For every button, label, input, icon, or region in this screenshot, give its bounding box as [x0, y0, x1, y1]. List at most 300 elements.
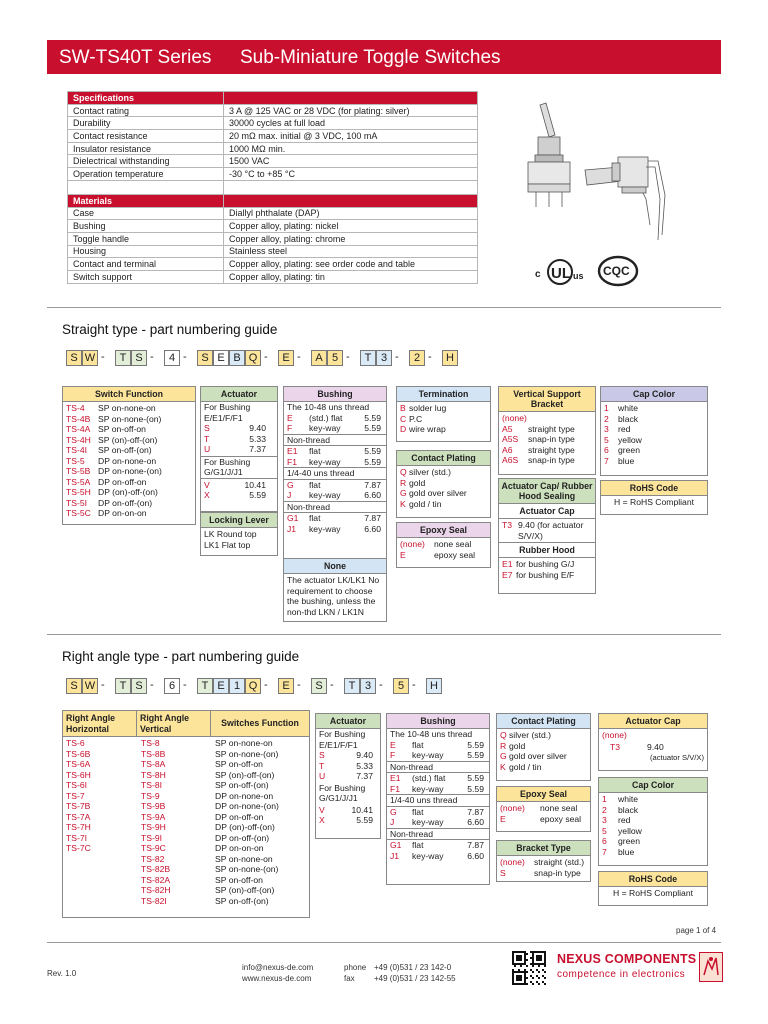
bushing-code: J1 [390, 850, 400, 861]
code-dash: - [379, 679, 383, 691]
right-contact-plating: Contact Plating Q silver (std.) R gold G gold over silver K gold / tin [496, 713, 591, 781]
row-item [502, 434, 592, 445]
bushing-type: flat [412, 739, 424, 750]
vertical-code: TS-9A [141, 811, 166, 822]
row-item [604, 414, 704, 425]
bushing-type: key-way [412, 817, 444, 827]
code-dash: - [101, 679, 105, 691]
horizontal-code: TS-6 [66, 738, 85, 748]
row-text: 9.40 [249, 423, 266, 433]
bushing-code: F [390, 750, 396, 760]
row-item [500, 814, 587, 825]
row-code: (none) [500, 803, 525, 813]
material-label: Switch support [68, 270, 224, 283]
code-box: B [229, 350, 245, 366]
bushing-type: key-way [412, 783, 444, 794]
code-box: E [278, 350, 294, 366]
row-code: TS-5C [66, 508, 91, 518]
row-text: P.C [409, 413, 423, 424]
row-code: 3 [602, 815, 607, 825]
row-item [400, 488, 487, 499]
bushing-code: G [390, 806, 397, 817]
row-item [66, 487, 192, 498]
horizontal-code [66, 854, 141, 865]
function-text: DP on-none-(on) [215, 801, 279, 811]
row-item [502, 424, 592, 435]
bushing-size: 6.60 [364, 523, 381, 534]
row-text: black [618, 804, 639, 815]
row-text: none seal [540, 803, 578, 813]
horizontal-code: TS-6B [66, 748, 91, 759]
function-text: SP on-none-on [215, 738, 273, 748]
straight-termination: Termination B solder lug C P.C D wire wrap [396, 386, 491, 442]
row-code: U [319, 771, 326, 781]
row-code: Q [400, 467, 407, 477]
bushing-row [387, 773, 489, 784]
function-row [66, 843, 306, 854]
row-code: 7 [602, 846, 607, 857]
row-text: DP (on)-off-(on) [98, 487, 158, 497]
row-code: 7 [604, 455, 609, 466]
row-item [602, 836, 704, 847]
vertical-code: TS-82I [141, 895, 167, 906]
horizontal-code [66, 864, 141, 875]
row-item [66, 435, 192, 446]
bushing-type: key-way [309, 523, 341, 534]
row-item [502, 413, 592, 424]
straight-bushing: Bushing The 10-48 uns thread E (std.) flat 5.59 F key-way 5.59 Non-thread E1 flat 5.59 F1 key-way 5.59 1/4-40 uns thread G flat 7.87 J key-way 6.60 Non-thread G1 flat 7.87 J1 key-way 6.60 [283, 386, 387, 561]
row-item [400, 467, 487, 478]
spec-label: Insulator resistance [68, 142, 224, 155]
row-text: white [618, 403, 639, 413]
row-item [604, 456, 704, 467]
spec-section-header-fill [224, 92, 478, 105]
code-box: T [115, 350, 131, 366]
row-item [319, 771, 377, 782]
straight-epoxy-seal: Epoxy Seal (none) none seal E epoxy seal [396, 522, 491, 568]
right-heading: Right angle type - part numbering guide [62, 649, 300, 664]
row-code: S [319, 750, 325, 760]
bushing-size: 5.59 [467, 783, 484, 794]
bushing-row [387, 817, 489, 828]
row-code: TS-5H [66, 487, 91, 497]
row-item [500, 730, 587, 741]
row-item [204, 434, 274, 445]
row-text: DP on-on-on [98, 508, 147, 518]
straight-cap-hood: Actuator Cap/ Rubber Hood Sealing Actuator Cap T3 9.40 (for actuator S/V/X) Rubber Hood E1 for bushing G/J E7 for bushing E/F [498, 478, 596, 594]
bushing-size: 5.59 [467, 739, 484, 750]
row-code: E [400, 549, 406, 560]
function-text: DP on-on-on [215, 843, 264, 853]
row-text: white [618, 794, 639, 804]
spec-section-header: Materials [68, 194, 224, 207]
vertical-code: TS-82B [141, 864, 171, 874]
bushing-row [284, 457, 386, 468]
bushing-size: 5.59 [364, 412, 381, 423]
bushing-code: F1 [390, 783, 401, 794]
vertical-code: TS-9 [141, 790, 160, 801]
row-text: gold [409, 477, 426, 488]
row-text: silver (std.) [509, 730, 552, 740]
function-text: DP on-off-on [215, 811, 264, 822]
code-box: T [115, 678, 131, 694]
bushing-size: 7.87 [467, 806, 484, 817]
row-code: A5 [502, 423, 513, 434]
spec-value: 30000 cycles at full load [224, 117, 478, 130]
phone-label: phone [344, 963, 367, 972]
row-code: TS-4B [66, 413, 91, 424]
code-box: S [66, 678, 82, 694]
code-dash: - [183, 351, 187, 363]
bushing-size: 6.60 [467, 817, 484, 827]
bushing-size: 6.60 [364, 490, 381, 500]
bushing-code: F [287, 423, 293, 433]
row-text: green [618, 836, 640, 846]
spec-value: 1000 MΩ min. [224, 142, 478, 155]
row-code: TS-5A [66, 476, 91, 487]
row-code: TS-4A [66, 424, 91, 434]
horizontal-code: TS-7I [66, 832, 88, 843]
row-text: 10.41 [351, 804, 373, 815]
row-text: 7.37 [356, 771, 373, 781]
row-code: T [319, 760, 325, 771]
row-text: 9.40 [356, 750, 373, 760]
row-item [400, 478, 487, 489]
row-text: snap-in type [528, 434, 575, 444]
code-box: T [360, 350, 376, 366]
bushing-row [284, 446, 386, 457]
horizontal-code: TS-6H [66, 769, 91, 780]
straight-switch-function: Switch Function TS-4 SP on-none-on TS-4B SP on-none-(on) TS-4A SP on-off-on TS-4H SP (on)-off-(on) TS-4I SP on-off-(on) TS-5 DP on-none-on TS-5B DP on-none-(on) TS-5A DP on-off-on TS-5H DP (on)-off-(on) TS-5I DP on-off-(on) TS-5C DP on-on-on [62, 386, 196, 525]
row-text: epoxy seal [434, 549, 476, 560]
row-item [66, 466, 192, 477]
material-value: Copper alloy, plating: see order code and table [224, 258, 478, 271]
straight-locking-lever: Locking Lever LK Round top LK1 Flat top [200, 512, 278, 556]
row-text: wire wrap [409, 424, 446, 434]
row-item [400, 424, 487, 435]
brand-name: NEXUS COMPONENTS [557, 952, 697, 966]
function-text: SP on-none-on [215, 853, 273, 864]
bushing-row [387, 840, 489, 851]
row-text: straight type [528, 423, 575, 434]
horizontal-code: TS-7C [66, 843, 91, 853]
bushing-type: (std.) flat [309, 412, 343, 423]
bushing-row [387, 851, 489, 862]
row-item [602, 847, 704, 858]
right-actuator: Actuator For Bushing E/E1/F/F1 S 9.40 T 5.33 U 7.37 For Bushing G/G1/J/J1 V 10.41 X 5.59 [315, 713, 381, 839]
row-text: SP on-none-on [98, 403, 156, 413]
code-dash: - [264, 679, 268, 691]
material-label: Case [68, 207, 224, 220]
locking-item: LK1 Flat top [204, 539, 251, 550]
code-dash: - [183, 679, 187, 691]
row-text: SP (on)-off-(on) [98, 434, 158, 445]
bushing-type: flat [309, 513, 321, 523]
function-row [66, 770, 306, 781]
code-box: 5 [393, 678, 409, 694]
product-drawing [500, 95, 680, 245]
bushing-code: J1 [287, 523, 297, 534]
function-text: DP on-none-on [215, 790, 274, 801]
bushing-row [387, 807, 489, 818]
row-code: X [204, 490, 210, 500]
row-code: 5 [602, 825, 607, 836]
series-title: SW-TS40T Series [59, 47, 212, 68]
email[interactable]: info@nexus-de.com [242, 963, 314, 972]
row-code: D [400, 424, 407, 434]
bushing-type: flat [309, 446, 321, 456]
row-text: epoxy seal [540, 813, 582, 824]
row-item [66, 477, 192, 488]
code-box: S [131, 678, 147, 694]
bushing-type: key-way [309, 456, 341, 467]
function-text: SP (on)-off-(on) [215, 885, 275, 895]
row-code: TS-4I [66, 445, 88, 455]
bushing-size: 5.59 [364, 423, 381, 433]
bushing-code: G1 [287, 513, 299, 523]
website[interactable]: www.nexus-de.com [242, 974, 312, 983]
code-box: 4 [164, 350, 180, 366]
row-item [500, 751, 587, 762]
row-item [502, 570, 592, 581]
row-code: V [319, 804, 325, 815]
spec-blank [224, 180, 478, 194]
bushing-row [284, 423, 386, 434]
row-code: 6 [602, 836, 607, 846]
function-row [66, 896, 306, 907]
spec-value: 3 A @ 125 VAC or 28 VDC (for plating: silver) [224, 104, 478, 117]
bushing-code: J [287, 490, 292, 500]
function-text: DP on-off-(on) [215, 832, 270, 843]
vertical-code: TS-82H [141, 885, 171, 895]
code-box: S [197, 350, 213, 366]
material-value: Copper alloy, plating: tin [224, 270, 478, 283]
row-item [400, 414, 487, 425]
row-code: V [204, 479, 210, 490]
row-code: X [319, 815, 325, 825]
bushing-type: flat [412, 840, 424, 850]
bushing-row [284, 480, 386, 491]
spec-value: 20 mΩ max. initial @ 3 VDC, 100 mA [224, 130, 478, 143]
vertical-code: TS-8 [141, 738, 160, 748]
spec-label: Contact rating [68, 104, 224, 117]
bushing-row [387, 784, 489, 795]
row-item [66, 424, 192, 435]
function-row [66, 812, 306, 823]
horizontal-code: TS-7H [66, 822, 91, 832]
row-text: 5.59 [356, 815, 373, 825]
horizontal-code: TS-6I [66, 780, 88, 790]
horizontal-code [66, 875, 141, 886]
row-item [602, 794, 704, 805]
bushing-size: 7.87 [364, 479, 381, 490]
right-epoxy-seal: Epoxy Seal (none) none seal E epoxy seal [496, 786, 591, 832]
vertical-code: TS-9C [141, 843, 166, 853]
code-box: E [278, 678, 294, 694]
vertical-code: TS-9H [141, 822, 166, 832]
vertical-code: TS-82 [141, 853, 165, 864]
row-code: U [204, 444, 211, 454]
function-row [66, 801, 306, 812]
row-item [66, 498, 192, 509]
code-box: Q [245, 350, 261, 366]
row-text: 5.33 [356, 760, 373, 771]
spec-section-header: Specifications [68, 92, 224, 105]
row-item [204, 480, 274, 491]
row-item [500, 868, 587, 879]
code-box: H [442, 350, 458, 366]
material-value: Copper alloy, plating: nickel [224, 220, 478, 233]
code-box: 1 [229, 678, 245, 694]
code-dash: - [101, 351, 105, 363]
bushing-code: J [390, 817, 395, 827]
row-item [602, 805, 704, 816]
row-code: Q [500, 730, 507, 740]
row-code: T [204, 433, 210, 444]
vertical-code: TS-82A [141, 874, 171, 885]
code-box: Q [245, 678, 261, 694]
code-box: T [197, 678, 213, 694]
code-dash: - [395, 351, 399, 363]
row-item [204, 423, 274, 434]
code-box: A [311, 350, 327, 366]
row-code: 3 [604, 424, 609, 434]
phone-number: +49 (0)531 / 23 142-0 [374, 963, 452, 972]
code-box: W [82, 678, 98, 694]
bushing-subhead: Non-thread [284, 434, 386, 447]
row-item [319, 750, 377, 761]
code-box: 3 [376, 350, 392, 366]
row-text: yellow [618, 825, 642, 836]
row-code: B [400, 403, 406, 413]
function-text: SP (on)-off-(on) [215, 769, 275, 780]
function-row [66, 822, 306, 833]
bushing-subhead: The 10-48 uns thread [390, 729, 473, 739]
row-item [604, 445, 704, 456]
straight-none: None The actuator LK/LK1 No requirement to choose the bushing, unless the non-thd LKN / LK1N [283, 558, 387, 622]
material-label: Bushing [68, 220, 224, 233]
row-text: yellow [618, 434, 642, 445]
code-box: 3 [360, 678, 376, 694]
vertical-code: TS-8H [141, 769, 166, 780]
row-item [66, 403, 192, 414]
row-code: E [500, 813, 506, 824]
row-item [400, 550, 487, 561]
bushing-type: key-way [412, 750, 444, 760]
row-text: SP on-off-(on) [98, 445, 152, 455]
row-text: DP on-off-on [98, 476, 147, 487]
bushing-size: 5.59 [364, 456, 381, 467]
straight-contact-plating: Contact Plating Q silver (std.) R gold G gold over silver K gold / tin [396, 450, 491, 518]
row-text: DP on-none-(on) [98, 466, 162, 476]
row-text: DP on-none-on [98, 455, 157, 466]
row-code: TS-4 [66, 403, 85, 413]
straight-cap-color: Cap Color 1 white 2 black 3 red 5 yellow 6 green 7 blue [600, 386, 708, 476]
right-rohs: RoHS Code H = RoHS Compliant [598, 871, 708, 906]
row-text: 7.37 [249, 444, 266, 454]
bushing-size: 5.59 [467, 773, 484, 783]
right-bushing: Bushing The 10-48 uns thread E flat 5.59 F key-way 5.59 Non-thread E1 (std.) flat 5.59 F1 key-way 5.59 1/4-40 uns thread G flat 7.87 J key-way 6.60 Non-thread G1 flat 7.87 J1 key-way 6.60 [386, 713, 490, 885]
straight-code-row [66, 350, 626, 366]
bushing-row [284, 524, 386, 535]
material-label: Contact and terminal [68, 258, 224, 271]
row-text: for bushing G/J [516, 559, 575, 569]
code-box: H [426, 678, 442, 694]
row-item [400, 499, 487, 510]
row-code: TS-4H [66, 434, 91, 445]
row-code: S [204, 423, 210, 433]
row-text: 5.59 [249, 490, 266, 500]
straight-rohs: RoHS Code H = RoHS Compliant [600, 480, 708, 515]
row-item [500, 762, 587, 773]
row-item [319, 805, 377, 816]
spec-label: Dielectrical withstanding [68, 155, 224, 168]
row-item [602, 826, 704, 837]
row-code: 6 [604, 445, 609, 455]
spec-label: Contact resistance [68, 130, 224, 143]
function-text: SP on-none-(on) [215, 748, 279, 759]
row-code: 5 [604, 434, 609, 445]
code-box: 6 [164, 678, 180, 694]
vertical-code: TS-8I [141, 780, 163, 790]
brand-tagline: competence in electronics [557, 969, 686, 980]
row-code: G [500, 751, 507, 761]
bushing-code: E1 [390, 773, 401, 783]
row-text: black [618, 413, 639, 424]
bushing-code: E [390, 739, 396, 750]
function-row [66, 791, 306, 802]
bushing-subhead: 1/4-40 uns thread [284, 467, 386, 480]
row-code: A5S [502, 434, 519, 444]
row-text: snap-in type [528, 455, 575, 465]
function-row [66, 864, 306, 875]
fax-number: +49 (0)531 / 23 142-55 [374, 974, 456, 983]
code-dash: - [264, 351, 268, 363]
svg-text:UL: UL [551, 265, 571, 282]
function-row [66, 759, 306, 770]
row-item [319, 815, 377, 826]
right-switch-function: Right Angle Horizontal Right Angle Vertical Switches Function TS-6 TS-8 SP on-none-on TS-6B TS-8B SP on-none-(on) TS-6A TS-8A SP on-off-on TS-6H TS-8H SP (on)-off-(on) TS-6I TS-8I SP on-off-(on) TS-7 TS-9 DP on-none-on TS-7B TS-9B DP on-none-(on) TS-7A TS-9A DP on-off-on TS-7H TS-9H DP (on)-off-(on) TS-7I TS-9I DP on-off-(on) TS-7C TS-9C DP on-on-on TS-82 SP on-none-on TS-82B SP on-none-(on) TS-82A SP on-off-on TS-82H SP (on)-off-(on) TS-82I SP on-off-(on) [62, 710, 310, 918]
row-code: 2 [602, 804, 607, 815]
code-dash: - [150, 351, 154, 363]
vertical-code: TS-9B [141, 801, 166, 811]
code-box: S [66, 350, 82, 366]
right-code-row [66, 678, 626, 694]
revision: Rev. 1.0 [47, 969, 77, 978]
code-box: 2 [409, 350, 425, 366]
right-cap-color: Cap Color 1 white 2 black 3 red 5 yellow 6 green 7 blue [598, 777, 708, 866]
row-item [66, 445, 192, 456]
code-box: T [344, 678, 360, 694]
horizontal-code: TS-6A [66, 759, 91, 769]
row-text: solder lug [409, 403, 447, 413]
material-value: Stainless steel [224, 245, 478, 258]
row-item [604, 435, 704, 446]
row-item [400, 403, 487, 414]
function-text: SP on-off-on [215, 874, 263, 885]
spec-section-header-fill [224, 194, 478, 207]
bushing-code: E [287, 412, 293, 423]
bushing-row [284, 413, 386, 424]
material-label: Housing [68, 245, 224, 258]
row-code: A6 [502, 444, 513, 455]
row-item [66, 414, 192, 425]
spec-value: 1500 VAC [224, 155, 478, 168]
bushing-type: flat [412, 806, 424, 817]
row-text: red [618, 815, 631, 825]
row-item [502, 559, 592, 570]
straight-vertical-support-bracket: Vertical Support Bracket (none) A5 straight type A5S snap-in type A6 straight type A6S snap-in type [498, 386, 596, 475]
